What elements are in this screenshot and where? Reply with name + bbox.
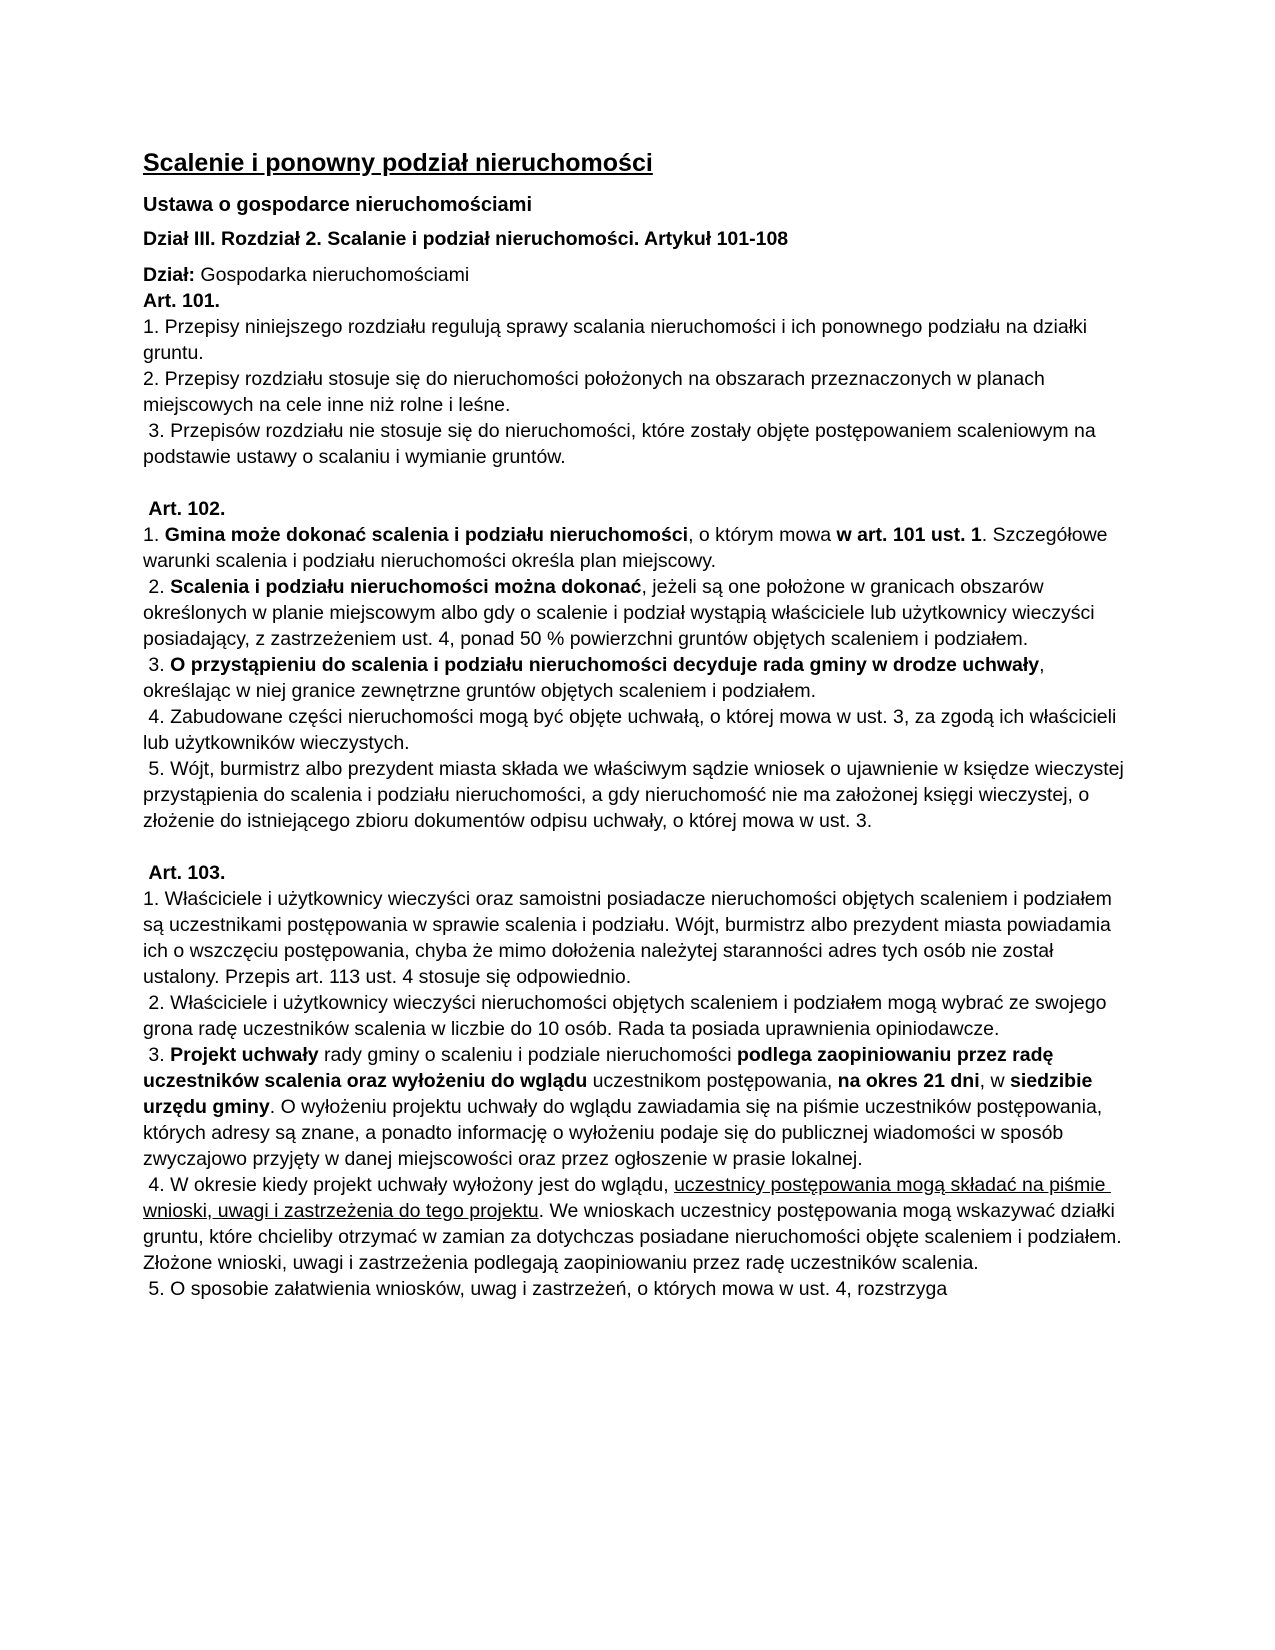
art-102-ust-2	[143, 574, 1133, 652]
text-segment: 1. Właściciele i użytkownicy wieczyści oraz samoistni posiadacze nieruchomości objętych scaleniem i podziałem są uczestnikami postępowania w sprawie scalenia i podziału. Wójt, burmistrz albo prezydent miasta powiadamia ich o wszczęciu postępowania, chyba że mimo dołożenia należytej staranności adres tych osób nie został ustalony. Przepis art. 113 ust. 4 stosuje się odpowiednio.	[143, 888, 1118, 988]
text-segment: 2.	[143, 576, 171, 598]
text-segment: siedzibie urzędu gminy	[143, 1070, 1098, 1118]
document-section-heading: Dział III. Rozdział 2. Scalanie i podział nieruchomości. Artykuł 101-108	[143, 228, 789, 250]
text-segment: Gospodarka nieruchomościami	[195, 264, 470, 286]
text-segment: uczestnicy postępowania mogą składać na piśmie wnioski, uwagi i zastrzeżenia do tego projektu	[143, 1174, 1111, 1222]
text-segment: podlega zaopiniowaniu przez radę uczestników scalenia oraz wyłożeniu do wglądu	[143, 1044, 1059, 1092]
text-segment: uczestnikom postępowania,	[587, 1070, 838, 1092]
text-segment: , w	[979, 1070, 1010, 1092]
art-102-ust-4	[143, 704, 1133, 756]
text-segment: Art. 102.	[143, 498, 226, 520]
text-segment: rady gminy o scaleniu i podziale nieruchomości	[318, 1044, 737, 1066]
text-segment: 2. Przepisy rozdziału stosuje się do nieruchomości położonych na obszarach przeznaczonych w planach miejscowych na cele inne niż rolne i leśne.	[143, 368, 1051, 416]
dzial-line	[143, 262, 1133, 288]
text-segment: 4. W okresie kiedy projekt uchwały wyłożony jest do wglądu,	[143, 1174, 675, 1196]
text-segment: Projekt uchwały	[170, 1044, 319, 1066]
text-segment: 3. Przepisów rozdziału nie stosuje się do nieruchomości, które zostały objęte postępowaniem scaleniowym na podstawie ustawy o scalaniu i wymianie gruntów.	[143, 420, 1102, 468]
art-101-ust-1	[143, 314, 1133, 366]
text-segment: w art. 101 ust. 1	[836, 524, 982, 546]
art-103-ust-3	[143, 1042, 1133, 1172]
text-segment: 5. Wójt, burmistrz albo prezydent miasta składa we właściwym sądzie wniosek o ujawnienie w księdze wieczystej przystąpienia do scalenia i podziału nieruchomości, a gdy nieruchomość nie ma założonej księgi wieczystej, o złożenie do istniejącego zbioru dokumentów odpisu uchwały, o której mowa w ust. 3.	[143, 758, 1130, 832]
text-segment: Art. 103.	[143, 862, 226, 884]
text-segment: . We wnioskach uczestnicy postępowania mogą wskazywać działki gruntu, które chcieliby otrzymać w zamian za dotychczas posiadane nieruchomości objęte scaleniem i podziałem. Złożone wnioski, uwagi i zastrzeżenia podlegają zaopiniowaniu przez radę uczestników scalenia.	[143, 1200, 1128, 1274]
text-segment: O przystąpieniu do scalenia i podziału nieruchomości decyduje rada gminy w drodze uchwały	[170, 654, 1040, 676]
art-103-ust-5	[143, 1276, 1133, 1302]
art-102-ust-3	[143, 652, 1133, 704]
text-segment: 5. O sposobie załatwienia wniosków, uwag i zastrzeżeń, o których mowa w ust. 4, rozstrzyga	[143, 1278, 948, 1300]
art-101-heading	[143, 288, 1133, 314]
art-102-ust-5	[143, 756, 1133, 834]
text-segment: . O wyłożeniu projektu uchwały do wglądu zawiadamia się na piśmie uczestników postępowania, których adresy są znane, a ponadto informację o wyłożeniu podaje się do publicznej wiadomości w sposób zwyczajowo przyjęty w danej miejscowości oraz przez ogłoszenie w prasie lokalnej.	[143, 1096, 1108, 1170]
text-segment: Gmina może dokonać scalenia i podziału nieruchomości	[164, 524, 689, 546]
art-103-ust-2	[143, 990, 1133, 1042]
art-102-ust-1	[143, 522, 1133, 574]
art-101-ust-3	[143, 418, 1133, 470]
text-segment: Art. 101.	[143, 290, 220, 312]
text-segment: 4. Zabudowane części nieruchomości mogą być objęte uchwałą, o której mowa w ust. 3, za zgodą ich właścicieli lub użytkowników wieczystych.	[143, 706, 1122, 754]
text-segment: Dział:	[143, 264, 196, 286]
text-segment: , jeżeli są one położone w granicach obszarów określonych w planie miejscowym albo gdy o scalenie i podział wystąpią właściciele lub użytkownicy wieczyści posiadający, z zastrzeżeniem ust. 4, ponad 50 % powierzchni gruntów objętych scaleniem i podziałem.	[143, 576, 1100, 650]
text-segment: 1. Przepisy niniejszego rozdziału regulują sprawy scalania nieruchomości i ich ponownego podziału na działki gruntu.	[143, 316, 1093, 364]
text-segment: . Szczegółowe warunki scalenia i podziału nieruchomości określa plan miejscowy.	[143, 524, 1113, 572]
document-subtitle: Ustawa o gospodarce nieruchomościami	[143, 194, 532, 216]
document-title: Scalenie i ponowny podział nieruchomości	[143, 149, 653, 177]
text-segment: Scalenia i podziału nieruchomości można dokonać	[170, 576, 642, 598]
art-101-ust-2	[143, 366, 1133, 418]
text-segment: na okres 21 dni	[837, 1070, 980, 1092]
text-segment: , określając w niej granice zewnętrzne gruntów objętych scaleniem i podziałem.	[143, 654, 1050, 702]
text-segment: , o którym mowa	[688, 524, 837, 546]
art-103-heading	[143, 860, 1133, 886]
text-segment: 3.	[143, 1044, 171, 1066]
art-103-ust-1	[143, 886, 1133, 990]
document-body	[143, 262, 1133, 1302]
text-segment: 3.	[143, 654, 171, 676]
text-segment: 1.	[143, 524, 165, 546]
text-segment: 2. Właściciele i użytkownicy wieczyści nieruchomości objętych scaleniem i podziałem mogą wybrać ze swojego grona radę uczestników scalenia w liczbie do 10 osób. Rada ta posiada uprawnienia opiniodawcze.	[143, 992, 1112, 1040]
art-103-ust-4	[143, 1172, 1133, 1276]
art-102-heading	[143, 496, 1133, 522]
